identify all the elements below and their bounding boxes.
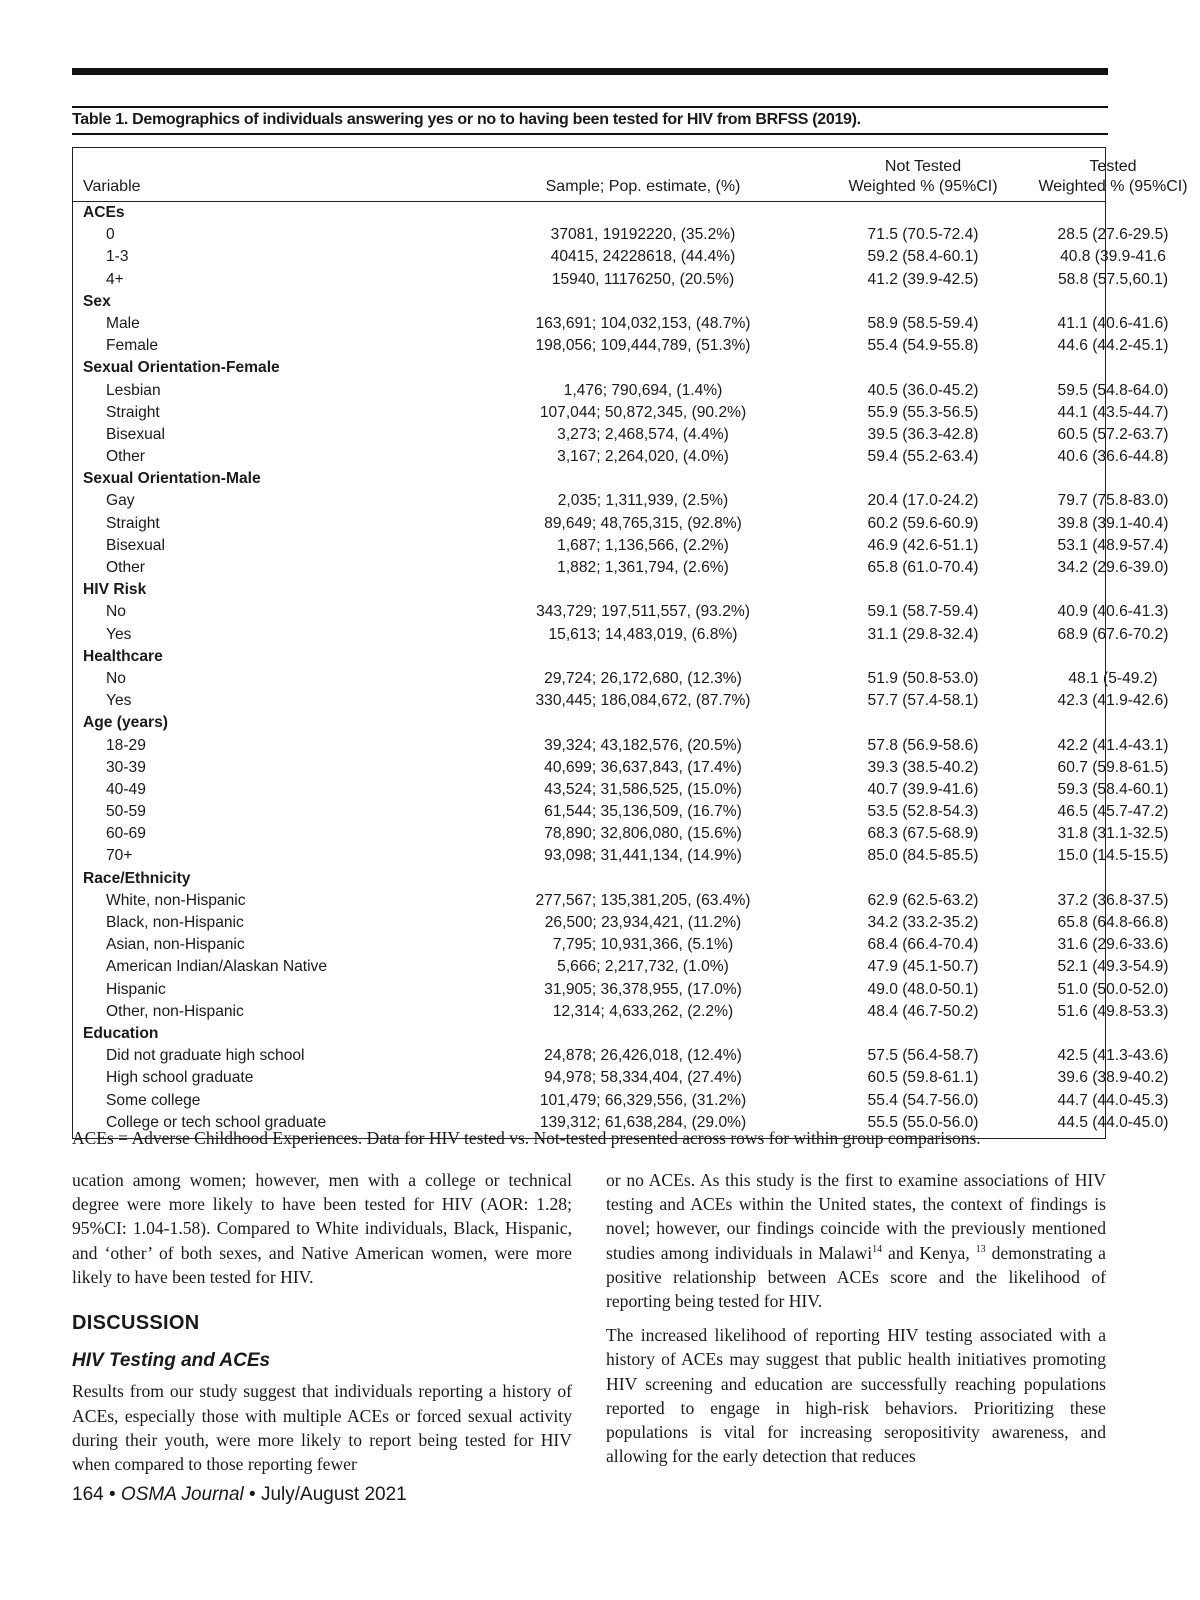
table-group-row — [73, 202, 1105, 224]
page-number: 164 • — [72, 1484, 121, 1505]
table-cell-label: Healthcare — [83, 647, 163, 665]
table-row — [73, 845, 1169, 867]
table-cell-tested: 60.7 (59.8-61.5) — [1057, 758, 1169, 776]
table-cell-sample: 3,273; 2,468,574, (4.4%) — [557, 425, 729, 443]
table-cell-not-tested: 68.4 (66.4-70.4) — [867, 936, 979, 954]
table-cell-label: 30-39 — [106, 758, 146, 776]
header-variable: Variable — [83, 178, 141, 195]
table-cell-not-tested: 39.5 (36.3-42.8) — [867, 425, 979, 443]
table-cell-tested: 39.6 (38.9-40.2) — [1057, 1069, 1169, 1087]
left-column — [72, 1168, 572, 1486]
table-body — [73, 202, 1169, 1134]
caption-bottom-rule — [72, 133, 1108, 135]
table-row — [73, 912, 1169, 934]
table-cell-tested: 15.0 (14.5-15.5) — [1057, 847, 1169, 865]
table-cell-sample: 15940, 11176250, (20.5%) — [551, 270, 735, 288]
table-row — [73, 757, 1169, 779]
table-cell-not-tested: 57.7 (57.4-58.1) — [867, 692, 979, 710]
table-row — [73, 735, 1169, 757]
table-cell-label: Male — [106, 314, 140, 332]
table-cell-sample: 31,905; 36,378,955, (17.0%) — [544, 980, 742, 998]
header-tested-line1: Tested — [1089, 158, 1137, 175]
table-row — [73, 246, 1166, 268]
table-cell-not-tested: 68.3 (67.5-68.9) — [867, 825, 979, 843]
table-row — [73, 956, 1169, 978]
table-cell-sample: 2,035; 1,311,939, (2.5%) — [557, 492, 729, 510]
table-row — [73, 801, 1169, 823]
table-row — [73, 1090, 1169, 1112]
table-cell-tested: 31.8 (31.1-32.5) — [1057, 825, 1169, 843]
table-cell-sample: 1,476; 790,694, (1.4%) — [563, 381, 723, 399]
table-cell-not-tested: 47.9 (45.1-50.7) — [867, 958, 979, 976]
table-row — [73, 424, 1169, 446]
table-cell-tested: 42.3 (41.9-42.6) — [1057, 692, 1169, 710]
table-row — [73, 335, 1169, 357]
table-cell-sample: 139,312; 61,638,284, (29.0%) — [539, 1113, 747, 1131]
table-row — [73, 668, 1158, 690]
table-cell-not-tested: 40.5 (36.0-45.2) — [867, 381, 979, 399]
citation-ref: 13 — [975, 1243, 986, 1255]
table-cell-tested: 42.5 (41.3-43.6) — [1057, 1047, 1169, 1065]
header-tested-line2: Weighted % (95%CI) — [1038, 178, 1188, 195]
table-cell-label: Bisexual — [106, 536, 165, 554]
table-cell-not-tested: 55.4 (54.7-56.0) — [867, 1091, 979, 1109]
table-cell-label: 1-3 — [106, 248, 129, 266]
table-cell-label: Race/Ethnicity — [83, 869, 191, 887]
table-row — [73, 823, 1169, 845]
table-cell-sample: 24,878; 26,426,018, (12.4%) — [544, 1047, 742, 1065]
table-cell-label: Straight — [106, 514, 160, 532]
table-row — [73, 624, 1169, 646]
table-cell-tested: 37.2 (36.8-37.5) — [1057, 891, 1169, 909]
paragraph-text: and Kenya, — [882, 1242, 976, 1263]
table-row — [73, 934, 1169, 956]
table-cell-not-tested: 55.4 (54.9-55.8) — [867, 337, 979, 355]
page-footer — [72, 1484, 407, 1506]
paragraph: Results from our study suggest that individuals reporting a history of ACEs, especially those with multiple ACEs or forced sexual activity during their youth, were more likely to report being tested for HIV when compared to those reporting fewer — [72, 1381, 572, 1475]
table-row — [73, 224, 1169, 246]
table-cell-label: Other, non-Hispanic — [106, 1002, 244, 1020]
table-cell-label: 0 — [106, 226, 115, 244]
paragraph-text: or no ACEs. As this study is the first to examine associations of HIV testing and ACEs within the United states, the context of findings is novel; however, our findings coincide with the previously mentioned studies among individuals in Malawi — [606, 1170, 1106, 1263]
table-row — [73, 446, 1169, 468]
table-cell-tested: 34.2 (29.6-39.0) — [1057, 559, 1169, 576]
table-cell-not-tested: 65.8 (61.0-70.4) — [867, 559, 979, 576]
table-cell-not-tested: 85.0 (84.5-85.5) — [867, 847, 979, 865]
table-cell-sample: 163,691; 104,032,153, (48.7%) — [535, 314, 751, 332]
table-caption: Table 1. Demographics of individuals answering yes or no to having been tested for HIV from BRFSS (2019). — [72, 111, 861, 128]
top-rule — [72, 68, 1108, 75]
table-cell-not-tested: 57.8 (56.9-58.6) — [867, 736, 979, 754]
table-row — [73, 269, 1169, 291]
table-cell-label: No — [106, 603, 126, 621]
table-cell-sample: 3,167; 2,264,020, (4.0%) — [557, 448, 729, 466]
table-cell-label: High school graduate — [106, 1069, 254, 1087]
table-cell-sample: 1,687; 1,136,566, (2.2%) — [557, 536, 729, 554]
table-cell-tested: 68.9 (67.6-70.2) — [1057, 625, 1169, 643]
table-cell-label: 70+ — [106, 847, 133, 865]
table-cell-tested: 40.9 (40.6-41.3) — [1057, 603, 1169, 621]
table-cell-label: Sex — [83, 292, 111, 310]
table-group-row — [73, 868, 1105, 890]
table-cell-tested: 51.6 (49.8-53.3) — [1057, 1002, 1169, 1020]
table-cell-tested: 39.8 (39.1-40.4) — [1057, 514, 1169, 532]
table-cell-not-tested: 48.4 (46.7-50.2) — [867, 1002, 979, 1020]
table-group-row — [73, 579, 1105, 601]
table-cell-label: Other — [106, 448, 145, 466]
table-cell-not-tested: 71.5 (70.5-72.4) — [867, 226, 979, 244]
table-cell-label: HIV Risk — [83, 581, 147, 599]
table-row — [73, 1001, 1169, 1023]
table-cell-label: Sexual Orientation-Male — [83, 470, 261, 488]
table-cell-label: 18-29 — [106, 736, 146, 754]
table-cell-tested: 51.0 (50.0-52.0) — [1057, 980, 1169, 998]
table-cell-sample: 89,649; 48,765,315, (92.8%) — [544, 514, 742, 532]
table-cell-tested: 52.1 (49.3-54.9) — [1057, 958, 1169, 976]
table-row — [73, 535, 1169, 557]
header-sample: Sample; Pop. estimate, (%) — [545, 178, 741, 195]
table-cell-label: Straight — [106, 403, 160, 421]
table-cell-sample: 29,724; 26,172,680, (12.3%) — [544, 669, 742, 687]
table-cell-sample: 40415, 24228618, (44.4%) — [550, 248, 736, 266]
paragraph: ucation among women; however, men with a college or technical degree were more likely to have been tested for HIV (AOR: 1.28; 95%CI: 1.04-1.58). Compared to White individuals, Black, Hispanic, and ‘other’ of both sexes, and Native American women, were more likely to have been tested for HIV. — [72, 1170, 572, 1287]
table-cell-sample: 198,056; 109,444,789, (51.3%) — [535, 337, 751, 355]
table-header — [73, 148, 1188, 202]
right-column — [606, 1168, 1106, 1478]
table-cell-sample: 94,978; 58,334,404, (27.4%) — [544, 1069, 742, 1087]
table-row — [73, 1045, 1169, 1067]
table-cell-label: Yes — [106, 625, 132, 643]
table-cell-sample: 343,729; 197,511,557, (93.2%) — [536, 603, 750, 621]
table-cell-label: Lesbian — [106, 381, 161, 399]
table-group-row — [73, 712, 1105, 734]
table-cell-label: ACEs — [83, 204, 125, 221]
table-cell-label: Hispanic — [106, 980, 166, 998]
table-cell-label: Age (years) — [83, 714, 168, 732]
table-cell-not-tested: 59.2 (58.4-60.1) — [867, 248, 979, 266]
table-cell-tested: 44.7 (44.0-45.3) — [1057, 1091, 1169, 1109]
demographics-table — [72, 147, 1188, 1139]
table-cell-not-tested: 39.3 (38.5-40.2) — [867, 758, 979, 776]
table-cell-label: 40-49 — [106, 780, 146, 798]
table-cell-not-tested: 60.2 (59.6-60.9) — [867, 514, 979, 532]
table-cell-sample: 330,445; 186,084,672, (87.7%) — [535, 692, 751, 710]
table-cell-sample: 61,544; 35,136,509, (16.7%) — [544, 803, 742, 821]
table-row — [73, 1067, 1169, 1089]
table-cell-sample: 107,044; 50,872,345, (90.2%) — [539, 403, 747, 421]
table-cell-tested: 40.8 (39.9-41.6 — [1060, 248, 1166, 266]
table-row — [73, 380, 1169, 402]
table-cell-label: No — [106, 669, 126, 687]
table-cell-tested: 44.1 (43.5-44.7) — [1057, 403, 1169, 421]
table-cell-not-tested: 53.5 (52.8-54.3) — [867, 803, 979, 821]
table-cell-label: Asian, non-Hispanic — [106, 936, 245, 954]
table-cell-label: 50-59 — [106, 803, 146, 821]
table-cell-label: Other — [106, 559, 145, 576]
header-not-tested-line2: Weighted % (95%CI) — [848, 178, 998, 195]
table-cell-label: 60-69 — [106, 825, 146, 843]
table-cell-sample: 15,613; 14,483,019, (6.8%) — [548, 625, 738, 643]
table-cell-tested: 46.5 (45.7-47.2) — [1057, 803, 1169, 821]
table-cell-not-tested: 62.9 (62.5-63.2) — [867, 891, 979, 909]
paragraph-text: demonstrating a positive relationship between ACEs score and the likelihood of reporting being tested for HIV. — [606, 1242, 1106, 1312]
table-cell-not-tested: 60.5 (59.8-61.1) — [867, 1069, 979, 1087]
section-heading: DISCUSSION — [72, 1312, 200, 1335]
table-cell-sample: 7,795; 10,931,366, (5.1%) — [552, 936, 734, 954]
table-cell-tested: 58.8 (57.5,60.1) — [1057, 270, 1169, 288]
table-cell-label: Yes — [106, 692, 132, 710]
table-cell-not-tested: 46.9 (42.6-51.1) — [867, 536, 979, 554]
table-group-row — [73, 291, 1105, 313]
table-cell-not-tested: 20.4 (17.0-24.2) — [867, 492, 979, 510]
table-cell-label: Bisexual — [106, 425, 165, 443]
table-cell-tested: 60.5 (57.2-63.7) — [1057, 425, 1169, 443]
table-cell-sample: 101,479; 66,329,556, (31.2%) — [539, 1091, 747, 1109]
caption-top-rule — [72, 106, 1108, 108]
table-cell-not-tested: 59.4 (55.2-63.4) — [867, 448, 979, 466]
table-cell-tested: 48.1 (5-49.2) — [1068, 669, 1158, 687]
table-cell-not-tested: 34.2 (33.2-35.2) — [867, 914, 979, 931]
table-cell-sample: 37081, 19192220, (35.2%) — [550, 226, 736, 244]
table-cell-label: Black, non-Hispanic — [106, 914, 244, 931]
subsection-heading: HIV Testing and ACEs — [72, 1350, 271, 1372]
table-footnote: ACEs = Adverse Childhood Experiences. Data for HIV tested vs. Not-tested presented across rows for within group comparisons. — [72, 1128, 981, 1148]
paragraph: The increased likelihood of reporting HIV testing associated with a history of ACEs may suggest that public health initiatives promoting HIV screening and education are successfully reaching populations reported to engage in high-risk behaviors. Prioritizing these populations is vital for increasing seropositivity awareness, and allowing for the early detection that reduces — [606, 1325, 1106, 1467]
table-cell-sample: 43,524; 31,586,525, (15.0%) — [544, 780, 742, 798]
citation-ref: 14 — [872, 1243, 883, 1255]
table-cell-tested: 28.5 (27.6-29.5) — [1057, 226, 1169, 244]
table-cell-sample: 12,314; 4,633,262, (2.2%) — [552, 1002, 734, 1020]
table-cell-sample: 93,098; 31,441,134, (14.9%) — [544, 847, 742, 865]
journal-name: OSMA Journal — [120, 1484, 244, 1505]
table-cell-tested: 53.1 (48.9-57.4) — [1057, 536, 1169, 554]
table-row — [73, 690, 1169, 712]
table-cell-label: Gay — [106, 492, 135, 510]
table-cell-label: Did not graduate high school — [106, 1047, 305, 1065]
table-cell-not-tested: 57.5 (56.4-58.7) — [867, 1047, 979, 1065]
table-cell-tested: 40.6 (36.6-44.8) — [1057, 448, 1169, 466]
table-cell-not-tested: 51.9 (50.8-53.0) — [867, 669, 979, 687]
table-cell-tested: 44.5 (44.0-45.0) — [1057, 1113, 1169, 1131]
table-cell-tested: 42.2 (41.4-43.1) — [1057, 736, 1169, 754]
table-cell-sample: 78,890; 32,806,080, (15.6%) — [544, 825, 742, 843]
table-row — [73, 313, 1169, 335]
table-row — [73, 779, 1169, 801]
table-row — [73, 601, 1169, 623]
table-cell-tested: 59.5 (54.8-64.0) — [1057, 381, 1169, 399]
table-cell-not-tested: 40.7 (39.9-41.6) — [867, 780, 979, 798]
table-group-row — [73, 646, 1105, 668]
header-not-tested-line1: Not Tested — [884, 158, 962, 175]
table-cell-label: College or tech school graduate — [106, 1113, 327, 1131]
table-cell-tested: 65.8 (64.8-66.8) — [1057, 914, 1169, 931]
issue-date: • July/August 2021 — [243, 1484, 407, 1505]
table-cell-not-tested: 58.9 (58.5-59.4) — [867, 314, 979, 332]
table-cell-sample: 39,324; 43,182,576, (20.5%) — [544, 736, 742, 754]
table-cell-tested: 31.6 (29.6-33.6) — [1057, 936, 1169, 954]
table-cell-label: American Indian/Alaskan Native — [106, 958, 328, 976]
table-cell-not-tested: 31.1 (29.8-32.4) — [867, 625, 979, 643]
table-cell-sample: 277,567; 135,381,205, (63.4%) — [535, 891, 751, 909]
table-cell-not-tested: 55.9 (55.3-56.5) — [867, 403, 979, 421]
table-row — [73, 979, 1169, 1001]
table-cell-label: Some college — [106, 1091, 201, 1109]
table-cell-not-tested: 41.2 (39.9-42.5) — [867, 270, 979, 288]
table-cell-tested: 41.1 (40.6-41.6) — [1057, 314, 1169, 332]
table-cell-not-tested: 49.0 (48.0-50.1) — [867, 980, 979, 998]
table-group-row — [73, 357, 1105, 379]
table-cell-tested: 79.7 (75.8-83.0) — [1057, 492, 1169, 510]
table-row — [73, 513, 1169, 535]
table-group-row — [73, 468, 1105, 490]
table-row — [73, 490, 1169, 512]
table-cell-tested: 44.6 (44.2-45.1) — [1057, 337, 1169, 355]
table-row — [73, 890, 1169, 912]
header-tested — [963, 157, 1200, 197]
table-cell-label: White, non-Hispanic — [106, 891, 246, 909]
table-cell-label: Female — [106, 337, 158, 355]
table-cell-sample: 40,699; 36,637,843, (17.4%) — [544, 758, 742, 776]
table-cell-sample: 1,882; 1,361,794, (2.6%) — [557, 559, 729, 576]
table-cell-not-tested: 55.5 (55.0-56.0) — [867, 1113, 979, 1131]
table-cell-label: Education — [83, 1024, 159, 1042]
paragraph — [606, 1168, 1106, 1313]
table-cell-not-tested: 59.1 (58.7-59.4) — [867, 603, 979, 621]
table-cell-sample: 26,500; 23,934,421, (11.2%) — [544, 914, 742, 931]
table-group-row — [73, 1023, 1105, 1045]
table-cell-sample: 5,666; 2,217,732, (1.0%) — [557, 958, 729, 976]
table-row — [73, 402, 1169, 424]
table-cell-label: 4+ — [106, 270, 124, 288]
table-row — [73, 557, 1169, 579]
table-cell-label: Sexual Orientation-Female — [83, 359, 280, 377]
table-cell-tested: 59.3 (58.4-60.1) — [1057, 780, 1169, 798]
